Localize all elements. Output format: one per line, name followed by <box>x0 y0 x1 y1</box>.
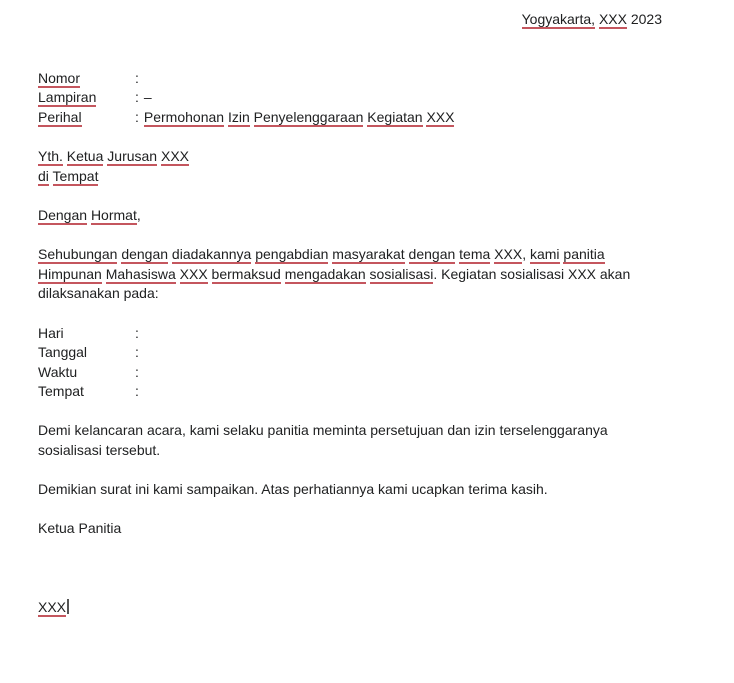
misspelled-word: Izin <box>227 108 250 125</box>
text-segment: . Kegiatan sosialisasi XXX akan <box>433 265 631 282</box>
detail-row-waktu[interactable] <box>38 363 662 383</box>
misspelled-word: Hormat <box>90 206 137 223</box>
misspelled-word: dengan <box>408 246 456 263</box>
colon-separator: : <box>135 108 139 125</box>
misspelled-word: bermaksud <box>211 265 281 282</box>
row-label <box>38 363 135 383</box>
misspelled-word: masyarakat <box>332 246 405 263</box>
text-cursor <box>67 599 69 614</box>
colon-separator: : <box>135 363 139 380</box>
recipient-line[interactable] <box>38 147 662 167</box>
row-label <box>38 324 135 344</box>
blank-line-spacer <box>38 186 662 206</box>
meta-row-lampiran[interactable] <box>38 88 662 108</box>
misspelled-word: sosialisasi <box>369 265 434 282</box>
colon-separator: : <box>135 324 139 341</box>
misspelled-word: Perihal <box>38 108 82 125</box>
row-label <box>38 69 135 89</box>
blank-line-spacer <box>38 30 662 69</box>
misspelled-word: Tempat <box>52 167 99 184</box>
body-paragraph-1-line-2[interactable] <box>38 265 662 285</box>
misspelled-word: Lampiran <box>38 89 97 106</box>
date-line[interactable] <box>38 10 662 30</box>
misspelled-word: Ketua <box>66 148 104 165</box>
misspelled-word: XXX <box>160 148 189 165</box>
text-segment <box>49 168 53 184</box>
text-segment: dilaksanakan pada: <box>38 285 159 302</box>
text-segment: Tempat <box>38 383 84 400</box>
misspelled-word: Kegiatan <box>367 108 423 125</box>
recipient-place-line[interactable] <box>38 167 662 187</box>
text-segment <box>405 246 409 262</box>
misspelled-word: Himpunan <box>38 265 102 282</box>
closing-line[interactable] <box>38 480 662 500</box>
misspelled-word: tema <box>459 246 491 263</box>
misspelled-word: Mahasiswa <box>105 265 176 282</box>
text-segment: , <box>136 206 141 223</box>
misspelled-word: XXX <box>179 265 208 282</box>
misspelled-word: diadakannya <box>171 246 252 263</box>
detail-row-tempat[interactable] <box>38 382 662 402</box>
text-segment: , <box>522 246 530 263</box>
misspelled-word: Dengan <box>38 206 88 223</box>
row-value <box>144 108 455 128</box>
blank-line-spacer <box>38 402 662 422</box>
text-segment: – <box>143 89 152 106</box>
misspelled-word: Yth. <box>38 148 63 165</box>
colon-separator: : <box>135 69 139 86</box>
row-label <box>38 108 135 128</box>
blank-line-spacer <box>38 500 662 520</box>
misspelled-word: dengan <box>121 246 169 263</box>
text-segment <box>208 266 212 282</box>
body-paragraph-1-line-3[interactable] <box>38 284 662 304</box>
misspelled-word: XXX <box>38 598 67 615</box>
detail-row-hari[interactable] <box>38 324 662 344</box>
misspelled-word: mengadakan <box>284 265 366 282</box>
misspelled-word: Permohonan <box>143 108 225 125</box>
colon-separator: : <box>135 344 139 361</box>
letter-content <box>38 10 662 617</box>
text-segment: Hari <box>38 324 64 341</box>
misspelled-word: XXX <box>598 11 627 27</box>
row-value <box>144 88 152 108</box>
misspelled-word: Sehubungan <box>38 246 118 263</box>
colon-separator: : <box>135 89 139 106</box>
colon-separator: : <box>135 383 139 400</box>
row-label <box>38 88 135 108</box>
misspelled-word: di <box>38 167 49 184</box>
blank-line-spacer <box>38 128 662 148</box>
text-segment <box>366 266 370 282</box>
body-paragraph-2-line-1[interactable] <box>38 421 662 441</box>
signature-name-line[interactable] <box>38 598 662 618</box>
blank-line-spacer <box>38 226 662 246</box>
misspelled-word: XXX <box>494 246 523 263</box>
blank-line-spacer <box>38 461 662 481</box>
text-segment: sosialisasi tersebut. <box>38 442 161 459</box>
text-segment: Tanggal <box>38 344 88 361</box>
misspelled-word: Nomor <box>38 69 81 86</box>
meta-row-nomor[interactable] <box>38 69 662 89</box>
row-label <box>38 382 135 402</box>
text-segment: Ketua Panitia <box>38 520 122 537</box>
misspelled-word: Penyelenggaraan <box>253 108 364 125</box>
body-paragraph-2-line-2[interactable] <box>38 441 662 461</box>
body-paragraph-1-line-1[interactable] <box>38 245 662 265</box>
meta-row-perihal[interactable] <box>38 108 662 128</box>
misspelled-word: Yogyakarta, <box>521 11 596 27</box>
text-segment: Demikian surat ini kami sampaikan. Atas perhatiannya kami ucapkan terima kasih. <box>38 481 548 498</box>
salutation-line[interactable] <box>38 206 662 226</box>
text-segment: Waktu <box>38 363 78 380</box>
misspelled-word: XXX <box>426 108 455 125</box>
misspelled-word: Jurusan <box>107 148 158 165</box>
signer-title-line[interactable] <box>38 519 662 539</box>
misspelled-word: pengabdian <box>255 246 329 263</box>
detail-row-tanggal[interactable] <box>38 343 662 363</box>
text-segment: Demi kelancaran acara, kami selaku panitia meminta persetujuan dan izin terselenggaranya <box>38 422 608 439</box>
blank-line-spacer <box>38 539 662 598</box>
row-label <box>38 343 135 363</box>
text-segment: 2023 <box>626 11 662 27</box>
blank-line-spacer <box>38 304 662 324</box>
misspelled-word: panitia <box>563 246 605 263</box>
misspelled-word: kami <box>529 246 560 263</box>
